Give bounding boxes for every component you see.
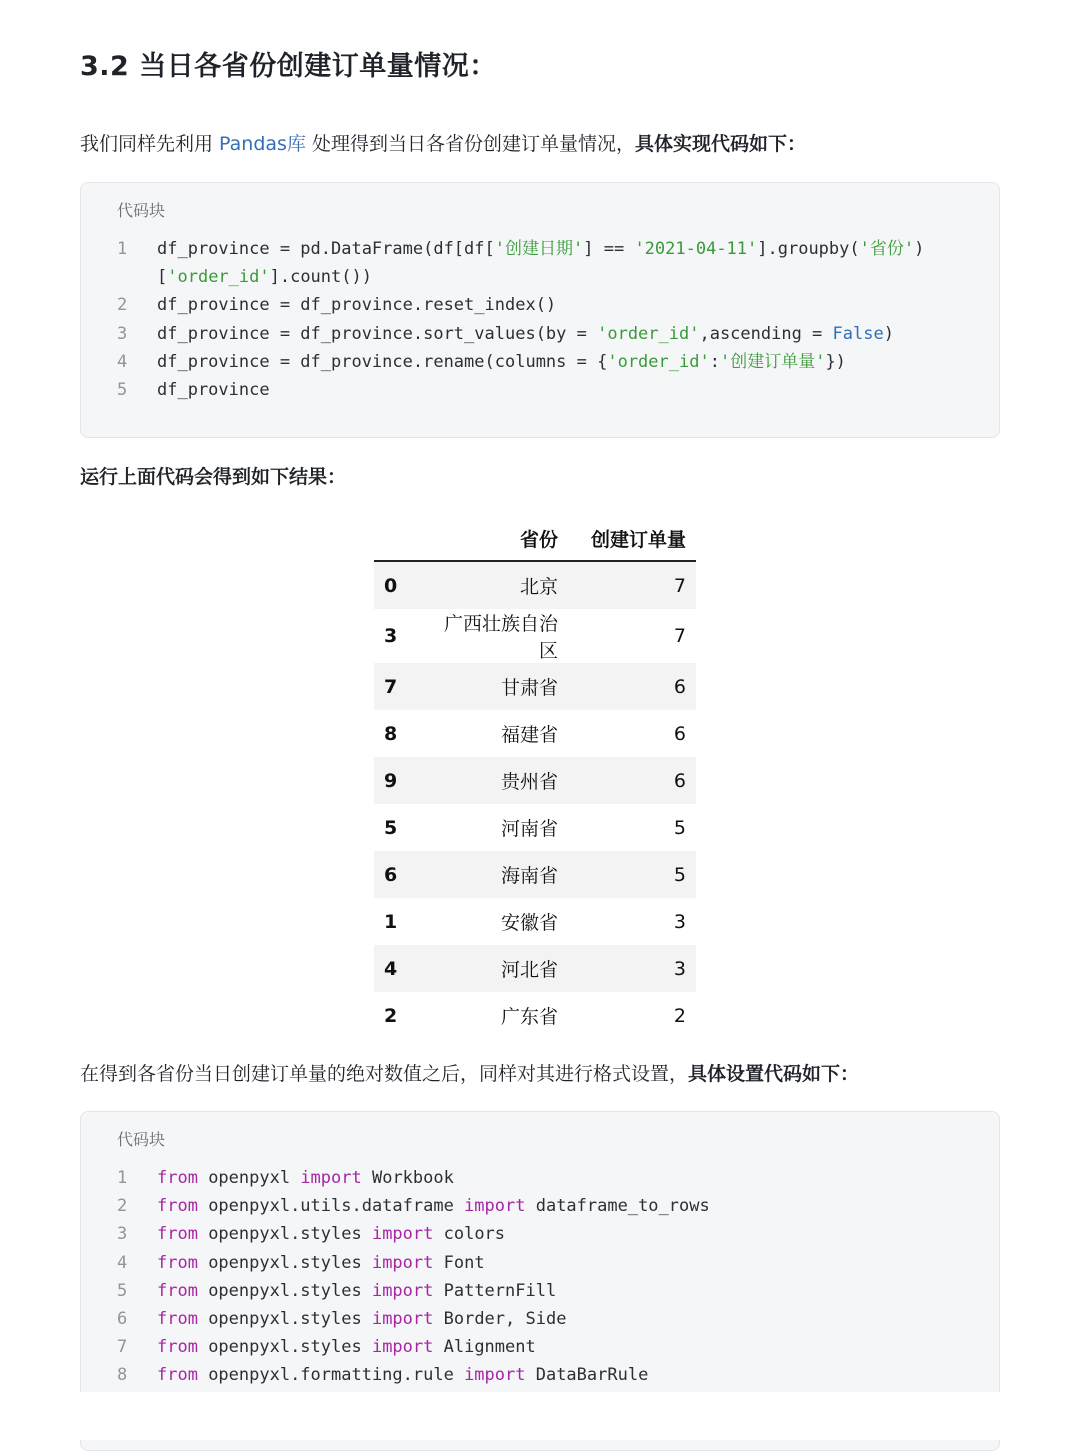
province-cell: 福建省 [500,724,558,746]
code-token: '创建订单量' [719,351,826,372]
code-token: import [464,1365,526,1386]
code-token: from [157,1337,198,1358]
order-count-cell: 6 [673,722,686,745]
province-cell: 广东省 [500,1006,558,1028]
intro-paragraph [80,129,806,159]
code-line [81,1305,999,1333]
order-count-cell: 5 [673,863,686,886]
table-row [374,992,696,1039]
code-text [157,1192,710,1220]
intro-prefix: 我们同样先利用 [80,133,220,155]
order-count-cell: 3 [673,957,686,980]
code-line [81,235,999,263]
line-number: 4 [117,351,128,372]
code-token: ) [914,239,925,259]
row-index: 9 [384,769,398,792]
code-token: Font [433,1252,485,1273]
row-index: 1 [384,910,398,933]
table-row [374,710,696,757]
code-token: import [371,1224,434,1245]
table-row [374,804,696,851]
code-token: import [371,1280,434,1301]
code-token: openpyxl.styles [197,1224,372,1245]
code-block-pandas[interactable] [80,182,1000,438]
code-token: import [371,1337,434,1358]
code-line [81,348,999,376]
code-line [81,1249,999,1277]
intro-middle: 处理得到当日各省份创建订单量情况， [305,133,635,155]
order-count-cell: 6 [673,769,686,792]
order-count-cell: 2 [673,1004,686,1027]
code-token: openpyxl.styles [197,1252,372,1273]
code-line [81,1277,999,1305]
code-token: ].groupby( [757,239,860,259]
code-block-label: 代码块 [117,201,166,220]
code-text [157,1305,566,1333]
province-cell: 安徽省 [500,912,558,934]
order-count-cell: 7 [673,625,686,647]
code-token: 'order_id' [607,351,710,372]
code-token: from [157,1308,198,1329]
code-text [157,1361,648,1389]
result-heading: 运行上面代码会得到如下结果： [80,466,347,488]
code-lines[interactable] [81,235,999,404]
province-cell: 贵州省 [500,771,558,793]
line-number: 3 [117,323,128,344]
code-token: from [157,1252,198,1273]
code-line [81,1220,999,1248]
code-line [81,263,999,291]
code-token: import [371,1308,434,1329]
code-token: from [157,1168,198,1188]
code-text [157,348,846,376]
code-token: df_province = df_province.sort_values(by = [157,323,598,344]
row-index: 6 [384,863,398,886]
province-cell: 海南省 [500,865,558,887]
code-line [81,1361,999,1389]
code-text [157,1277,556,1305]
province-cell: 北京 [519,576,558,598]
code-token: import [371,1252,434,1273]
code-token: [ [157,267,168,288]
format-paragraph [80,1059,859,1089]
table-row [374,609,696,663]
code-token: Workbook [361,1168,454,1188]
section-title: 3.2 当日各省份创建订单量情况： [80,51,497,82]
code-token: df_province = pd.DataFrame(df[df[ [157,239,495,259]
code-token: : [709,351,720,372]
code-text [157,376,270,404]
code-token: ].count()) [269,267,372,288]
code-line [81,320,999,348]
order-count-header: 创建订单量 [590,528,686,551]
intro-bold: 具体实现代码如下： [635,133,807,155]
row-index: 2 [384,1004,398,1027]
code-token: from [157,1196,198,1217]
code-token: df_province = df_province.reset_index() [157,295,557,316]
code-text [157,263,372,291]
code-token: DataBarRule [525,1365,649,1386]
code-token: openpyxl.formatting.rule [197,1365,465,1386]
code-line [81,1333,999,1361]
code-token: ] == [583,239,635,259]
code-token: openpyxl.styles [197,1308,372,1329]
code-token: Border, Side [433,1308,567,1329]
code-token: openpyxl.utils.dataframe [197,1196,465,1217]
order-count-cell: 7 [673,574,686,597]
line-number: 2 [117,1196,128,1217]
code-token: False [832,323,884,344]
table-row [374,757,696,804]
code-token: '2021-04-11' [634,239,758,259]
line-number: 7 [117,1337,128,1358]
format-bold: 具体设置代码如下： [688,1063,860,1085]
order-count-cell: 5 [673,816,686,839]
code-block-label: 代码块 [117,1130,166,1149]
line-number: 5 [117,1280,128,1301]
code-token: import [464,1196,526,1217]
row-index: 4 [384,957,398,980]
code-text [157,1333,536,1361]
code-line [81,291,999,319]
province-cell: 广西壮族自治区 [443,613,558,662]
code-token: }) [825,351,846,372]
province-cell: 河南省 [500,818,558,840]
code-token: ,ascending = [699,323,833,344]
code-line [81,1192,999,1220]
index-header [374,516,418,561]
code-token: df_province [157,379,270,400]
table-row [374,663,696,710]
code-token: colors [433,1224,506,1245]
line-number: 5 [117,379,128,400]
row-index: 7 [384,675,398,698]
code-token: PatternFill [433,1280,557,1301]
line-number: 4 [117,1252,128,1273]
order-count-cell: 3 [673,910,686,933]
line-number: 1 [117,239,128,259]
code-token: openpyxl.styles [197,1280,372,1301]
code-token: from [157,1280,198,1301]
line-number: 3 [117,1224,128,1245]
code-token: openpyxl.styles [197,1337,372,1358]
code-token: from [157,1365,198,1386]
code-text [157,235,924,263]
code-line [81,1164,999,1192]
order-count-cell: 6 [673,675,686,698]
code-lines[interactable] [81,1164,999,1390]
code-token: ) [883,323,894,344]
code-token: 'order_id' [167,267,270,288]
code-token: dataframe_to_rows [525,1196,710,1217]
table-row [374,561,696,609]
code-text [157,1220,505,1248]
table-header-row [374,516,696,561]
row-index: 3 [384,625,398,647]
code-token: openpyxl [197,1168,301,1188]
code-token: Alignment [433,1337,536,1358]
code-text [157,1249,485,1277]
table-row [374,898,696,945]
row-index: 8 [384,722,398,745]
code-text [157,1164,454,1192]
format-text: 在得到各省份当日创建订单量的绝对数值之后，同样对其进行格式设置， [80,1063,689,1085]
page-cutoff [80,1392,1002,1440]
code-line [81,376,999,404]
province-header: 省份 [519,528,558,551]
province-cell: 河北省 [500,959,558,981]
code-token: import [300,1168,362,1188]
province-cell: 甘肃省 [500,677,558,699]
result-table [374,516,696,1039]
code-text [157,291,556,319]
line-number: 2 [117,295,128,316]
line-number: 6 [117,1308,128,1329]
code-text [157,320,894,348]
pandas-link[interactable]: Pandas库 [219,133,306,155]
row-index: 0 [384,574,398,597]
line-number: 1 [117,1168,128,1188]
code-token: from [157,1224,198,1245]
code-token: df_province = df_province.rename(columns = { [157,351,608,372]
code-token: '省份' [859,239,915,259]
code-token: 'order_id' [597,323,700,344]
table-row [374,945,696,992]
row-index: 5 [384,816,398,839]
line-number: 8 [117,1365,128,1386]
code-token: '创建日期' [494,239,584,259]
table-row [374,851,696,898]
